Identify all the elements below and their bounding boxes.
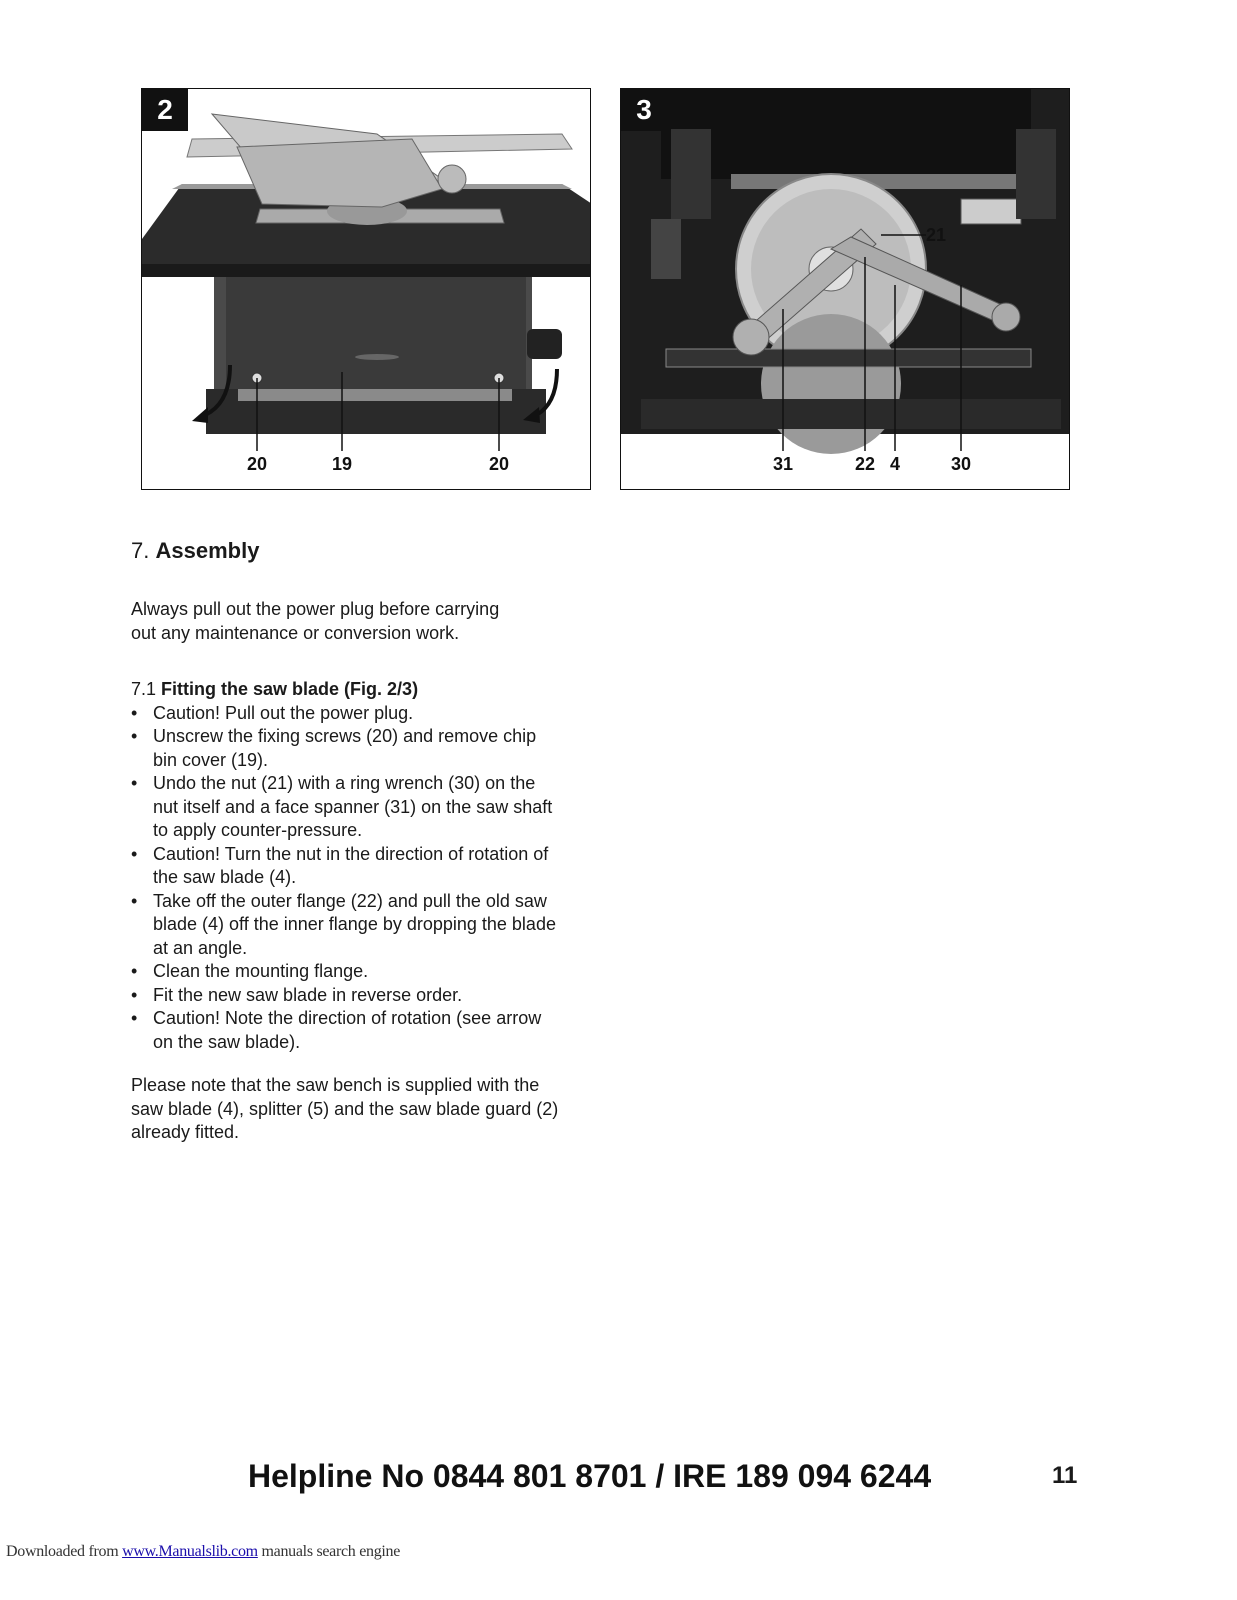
section-heading bbox=[131, 538, 259, 564]
figure-number: 3 bbox=[621, 89, 667, 131]
callout-label: 20 bbox=[488, 454, 510, 474]
intro-paragraph bbox=[131, 598, 611, 645]
list-item bbox=[131, 772, 611, 843]
download-notice bbox=[6, 1543, 400, 1561]
text-line: • Unscrew the fixing screws (20) and remove chip bbox=[153, 726, 537, 746]
text-line: at an angle. bbox=[153, 937, 248, 958]
list-item bbox=[131, 1007, 611, 1054]
list-item bbox=[131, 890, 611, 961]
text-line: the saw blade (4). bbox=[153, 867, 297, 887]
list-item bbox=[131, 843, 611, 890]
text-line: • Fit the new saw blade in reverse order. bbox=[153, 984, 463, 1005]
subsection-number: 7.1 bbox=[131, 679, 157, 699]
manualslib-link[interactable]: www.Manualslib.com bbox=[122, 1543, 258, 1560]
list-item bbox=[131, 702, 611, 726]
text-line: already fitted. bbox=[131, 1122, 240, 1142]
text-line: • Caution! Note the direction of rotation (see arrow bbox=[153, 1008, 542, 1028]
text-line: bin cover (19). bbox=[153, 749, 269, 770]
text-line: saw blade (4), splitter (5) and the saw blade guard (2) bbox=[131, 1098, 559, 1119]
helpline-footer: Helpline No 0844 801 8701 / IRE 189 094 6244 bbox=[248, 1458, 932, 1494]
list-item bbox=[131, 984, 611, 1008]
subsection-heading bbox=[131, 678, 611, 702]
callout-label: 4 bbox=[889, 454, 901, 474]
subsection-title: Fitting the saw blade (Fig. 2/3) bbox=[161, 679, 419, 699]
table-saw-photo bbox=[142, 89, 591, 490]
text-line: on the saw blade). bbox=[153, 1031, 301, 1052]
callout-label: 30 bbox=[950, 454, 972, 474]
text-line: nut itself and a face spanner (31) on the saw shaft bbox=[153, 796, 553, 817]
text-line: • Undo the nut (21) with a ring wrench (30) on the bbox=[153, 773, 536, 793]
text-line: • Clean the mounting flange. bbox=[153, 961, 369, 981]
figure-2 bbox=[141, 88, 591, 490]
text-line: • Caution! Pull out the power plug. bbox=[153, 702, 414, 723]
saw-blade-photo bbox=[621, 89, 1070, 490]
callout-label: 31 bbox=[772, 454, 794, 474]
text-line: • Caution! Turn the nut in the direction of rotation of bbox=[153, 843, 549, 864]
text-line: blade (4) off the inner flange by dropping the blade bbox=[153, 914, 556, 934]
page-number: 11 bbox=[1052, 1462, 1078, 1489]
callout-label: 19 bbox=[331, 454, 353, 474]
figure-3 bbox=[620, 88, 1070, 490]
callout-label: 20 bbox=[246, 454, 268, 474]
section-number: 7. bbox=[131, 538, 150, 563]
steps-list bbox=[131, 702, 611, 1055]
subsection bbox=[131, 678, 611, 1054]
callout-label: 22 bbox=[854, 454, 876, 474]
text-line: Always pull out the power plug before carrying bbox=[131, 599, 500, 619]
list-item bbox=[131, 960, 611, 984]
download-suffix: manuals search engine bbox=[257, 1543, 401, 1560]
list-item bbox=[131, 725, 611, 772]
note-paragraph bbox=[131, 1074, 611, 1145]
download-prefix: Downloaded from bbox=[6, 1543, 123, 1560]
section-title: Assembly bbox=[155, 538, 260, 563]
text-line: • Take off the outer flange (22) and pull the old saw bbox=[153, 890, 547, 911]
text-line: out any maintenance or conversion work. bbox=[131, 622, 460, 643]
figure-number: 2 bbox=[142, 89, 188, 131]
text-line: Please note that the saw bench is supplied with the bbox=[131, 1075, 540, 1095]
text-line: to apply counter-pressure. bbox=[153, 820, 363, 840]
callout-label: 21 bbox=[926, 225, 947, 245]
